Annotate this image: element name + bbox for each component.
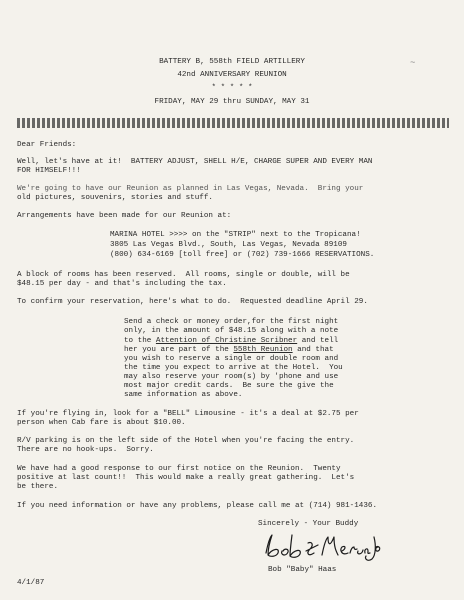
instructions-line3: to the Attention of Christine Scribner and tell [124,337,339,345]
greeting: Dear Friends: [17,141,77,149]
instructions-line8: most major credit cards. Be sure the give the [124,382,334,390]
paragraph-8-line2: positive at last count!! This would make a really great gathering. Let's [17,474,355,482]
paragraph-2-line2: old pictures, souvenirs, stories and stuff. [17,194,213,202]
paragraph-2-line1: We're going to have our Reunion as planned in Las Vegas, Nevada. Bring your [17,185,364,193]
paragraph-7-line1: R/V parking is on the left side of the Hotel when you're facing the entry. [17,437,355,445]
instructions-line9: same information as above. [124,391,243,399]
closing: Sincerely - Your Buddy [258,520,359,528]
instructions-line5: you wish to reserve a single or double room and [124,355,339,363]
instructions-line2: only, in the amount of $48.15 along with a note [124,327,339,335]
letterhead-line2: 42nd ANNIVERSARY REUNION [177,71,287,79]
paragraph-9: If you need information or have any problems, please call me at (714) 981-1436. [17,502,378,510]
paragraph-5: To confirm your reservation, here's what to do. Requested deadline April 29. [17,298,368,306]
attention-name: Attention of Christine Scribner [155,337,298,345]
instructions-line6: the time you expect to arrive at the Hotel. You [124,364,343,372]
paragraph-1-line1: Well, let's have at it! BATTERY ADJUST, SHELL H/E, CHARGE SUPER AND EVERY MAN [17,158,373,166]
paragraph-1-line2: FOR HIMSELF!!! [17,167,81,175]
letterhead-line1: BATTERY B, 558th FIELD ARTILLERY [159,58,305,66]
paragraph-4-line1: A block of rooms has been reserved. All rooms, single or double, will be [17,271,350,279]
paragraph-6-line1: If you're flying in, look for a "BELL" Limousine - it's a deal at $2.75 per [17,410,359,418]
instructions-line1: Send a check or money order,for the first night [124,318,339,326]
paragraph-7-line2: There are no hook-ups. Sorry. [17,446,154,454]
signer-name: Bob "Baby" Haas [268,566,337,574]
letterhead-dates: FRIDAY, MAY 29 thru SUNDAY, MAY 31 [154,98,310,106]
hotel-phone: (800) 634-6169 [toll free] or (702) 739-1666 RESERVATIONS. [110,251,375,259]
reunion-name: 558th Reunion [233,346,293,354]
letterhead-stars: * * * * * [211,84,253,92]
paragraph-8-line1: We have had a good response to our first notice on the Reunion. Twenty [17,465,341,473]
divider-rule [17,118,449,128]
paragraph-4-line2: $48.15 per day - and that's including the tax. [17,280,227,288]
stray-mark: ~ [410,58,416,68]
hotel-name: MARINA HOTEL >>>> on the "STRIP" next to the Tropicana! [110,231,361,239]
handwritten-signature [262,529,382,563]
paragraph-3: Arrangements have been made for our Reunion at: [17,212,232,220]
letter-date: 4/1/87 [17,579,45,587]
paragraph-8-line3: be there. [17,483,59,491]
paragraph-6-line2: person when Cab fare is about $10.00. [17,419,186,427]
hotel-address: 3805 Las Vegas Blvd., South, Las Vegas, Nevada 89109 [110,241,347,249]
instructions-line4: her you are part of the 558th Reunion and that [124,346,334,354]
instructions-line7: may also reserve your room(s) by 'phone and use [124,373,339,381]
